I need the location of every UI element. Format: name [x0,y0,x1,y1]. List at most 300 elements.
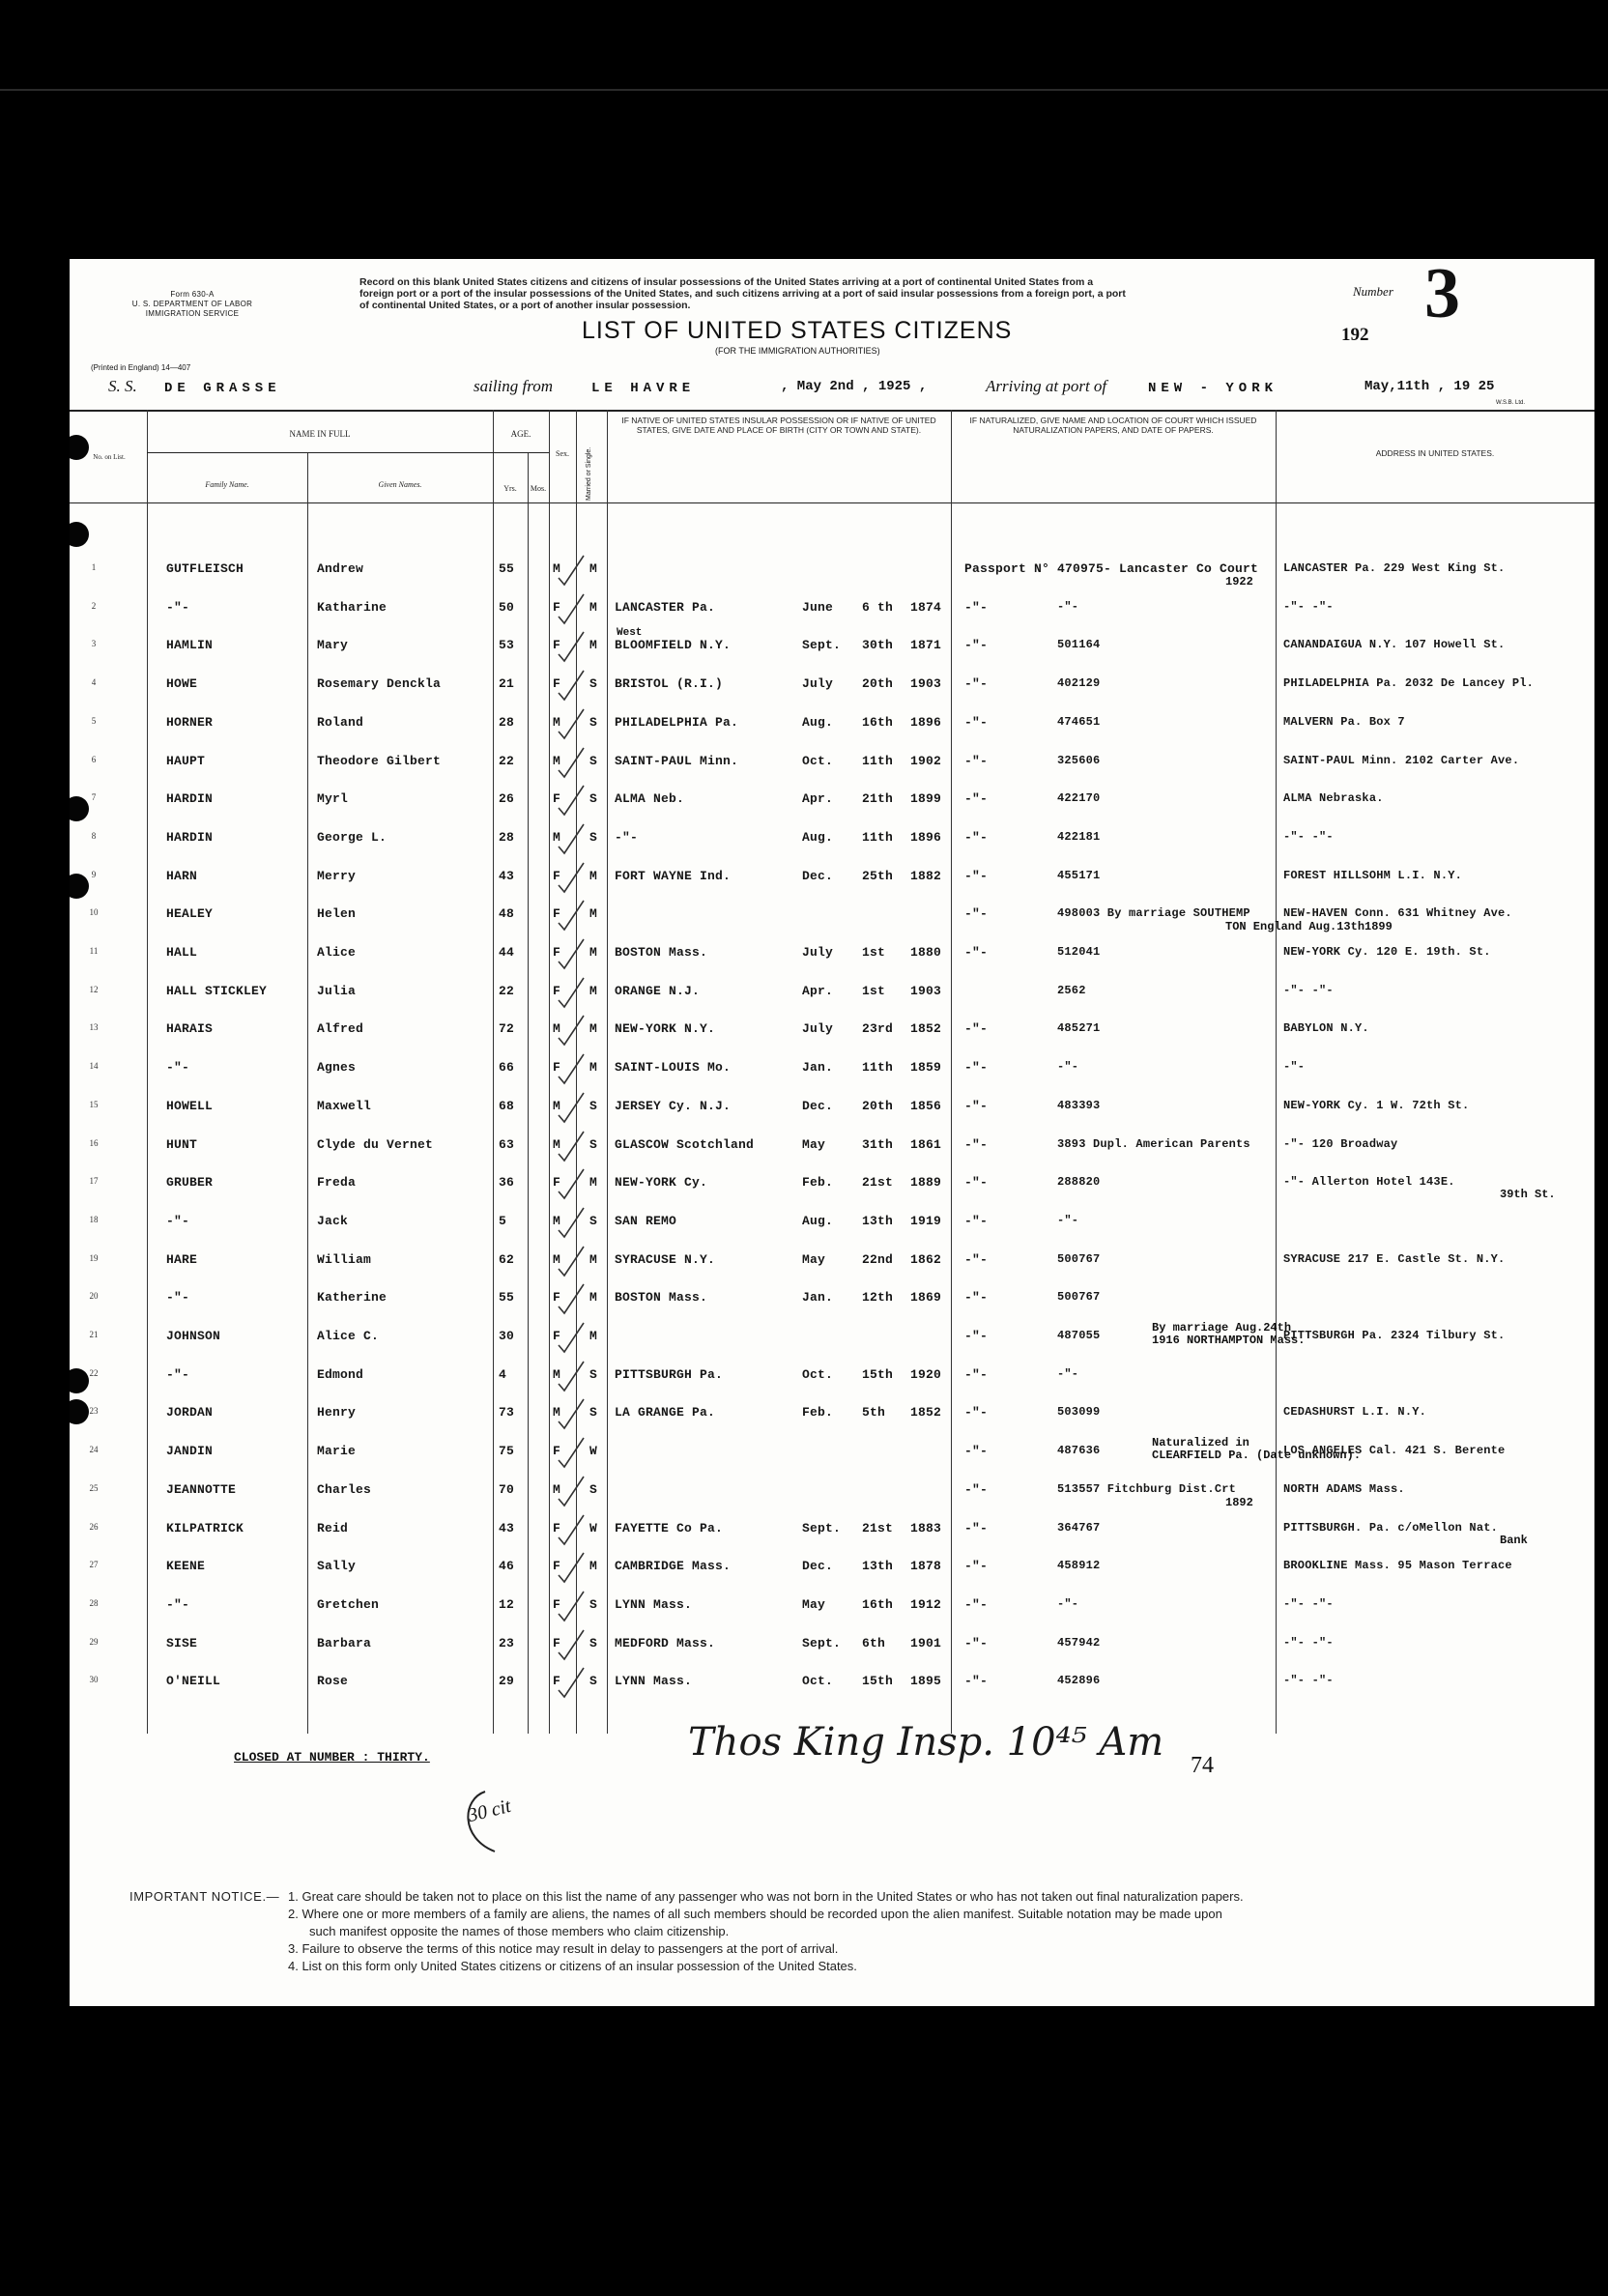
naturalization-detail: 422181 [1057,829,1101,844]
table-row [70,1009,1594,1048]
given-name: George L. [317,829,388,845]
year-prefix: 192 [1341,325,1369,345]
birth-month: May [802,1136,826,1152]
birth-year: 1895 [910,1674,942,1689]
birth-day: 1st [862,945,886,960]
birth-day: 21st [862,1520,894,1535]
family-name: HALL STICKLEY [166,983,268,998]
birth-year: 1901 [910,1635,942,1650]
us-address: BABYLON N.Y. [1283,1021,1369,1036]
scan-border-line [0,89,1608,91]
naturalization-ditto: -"- [964,1520,989,1535]
sailing-date: , May 2nd , 1925 , [781,379,928,394]
table-row [70,741,1594,780]
birth-place: BOSTON Mass. [615,945,708,960]
row-number: 17 [89,1176,99,1187]
table-row [70,1201,1594,1240]
naturalization-ditto: -"- [964,1674,989,1689]
birth-day: 6 th [862,599,894,615]
handwritten-bracket [456,1788,524,1855]
sex: F [553,1175,561,1191]
table-row [70,1048,1594,1086]
birth-place: GLASCOW Scotchland [615,1136,755,1152]
naturalization-detail: -"- [1057,1366,1079,1381]
marital-status: S [589,1366,598,1382]
family-name: GUTFLEISCH [166,561,244,576]
family-name: -"- [166,1060,190,1076]
age-years: 23 [499,1635,515,1650]
birth-place: SAINT-PAUL Minn. [615,753,739,768]
row-number: 14 [89,1061,99,1072]
naturalization-ditto: -"- [964,714,989,730]
age-years: 66 [499,1060,515,1076]
birth-year: 1856 [910,1098,942,1113]
sex: F [553,983,561,998]
birth-month: Feb. [802,1405,834,1421]
age-years: 43 [499,868,515,883]
given-name: Clyde du Vernet [317,1136,434,1152]
age-years: 43 [499,1520,515,1535]
family-name: HARAIS [166,1021,214,1037]
row-number: 26 [89,1521,99,1532]
marital-status: M [589,1290,598,1306]
birth-place: NEW-YORK N.Y. [615,1021,716,1037]
naturalization-detail: 487055 [1057,1329,1101,1342]
table-row [70,1240,1594,1278]
birth-place: SAN REMO [615,1213,677,1228]
naturalization-detail: -"- [1057,1060,1079,1075]
col-age-header: AGE. [510,429,531,439]
naturalization-ditto: Passport N° 470975- Lancaster Co Court [964,561,1259,576]
notice-item: 1. Great care should be taken not to place on this list the name of any passenger who was not born in the United States or who has not taken out final naturalization papers. [288,1889,1244,1904]
sex: M [553,1136,561,1152]
birth-place: JERSEY Cy. N.J. [615,1098,732,1113]
given-name: Katharine [317,599,388,615]
table-row [70,856,1594,895]
sex: F [553,1520,561,1535]
naturalization-ditto: -"- [964,1290,989,1306]
us-address: -"- -"- [1283,599,1334,614]
birth-year: 1896 [910,714,942,730]
given-name: Alfred [317,1021,364,1037]
family-name: SISE [166,1635,198,1650]
record-note-line: foreign port or a port of the insular possessions of the United States, and such citizens arriving at a port of said insular possessions from a foreign port, a port [359,288,1126,300]
birth-year: 1852 [910,1405,942,1421]
row-number: 30 [89,1675,99,1685]
naturalization-detail: 457942 [1057,1635,1101,1650]
age-years: 22 [499,753,515,768]
marital-status: S [589,1635,598,1650]
table-row [70,1546,1594,1585]
given-name: Myrl [317,791,349,807]
sex: M [553,1213,561,1228]
birth-month: Feb. [802,1175,834,1191]
row-number: 18 [89,1214,99,1224]
birth-place: LA GRANGE Pa. [615,1405,716,1421]
birth-month: May [802,1596,826,1612]
naturalization-detail: -"- [1057,1596,1079,1611]
sex: F [553,1674,561,1689]
naturalization-ditto: -"- [964,1213,989,1228]
naturalization-detail: 3893 Dupl. American Parents [1057,1136,1250,1151]
name-subheader-rule [147,452,549,453]
naturalization-note: 1916 NORTHAMPTON Mass. [1152,1334,1306,1347]
table-row [70,1086,1594,1125]
marital-status: M [589,599,598,615]
us-address: MALVERN Pa. Box 7 [1283,714,1405,729]
age-years: 46 [499,1559,515,1574]
naturalization-detail: 513557 Fitchburg Dist.Crt [1057,1481,1237,1496]
age-years: 70 [499,1481,515,1497]
birth-place: PHILADELPHIA Pa. [615,714,739,730]
table-row [70,1623,1594,1662]
col-number-header: No. on List. [93,453,126,461]
given-name: Barbara [317,1635,372,1650]
marital-status: M [589,1021,598,1037]
birth-day: 21st [862,1175,894,1191]
naturalization-ditto: -"- [964,791,989,807]
row-number: 22 [89,1367,99,1378]
sex: F [553,1060,561,1076]
list-number: 3 [1424,259,1460,333]
birth-month: Sept. [802,638,842,653]
marital-status: S [589,1098,598,1113]
naturalization-ditto: -"- [964,1559,989,1574]
naturalization-ditto: -"- [964,753,989,768]
birth-month: Sept. [802,1635,842,1650]
birth-month: May [802,1251,826,1267]
birth-month: Dec. [802,1559,834,1574]
us-address: SYRACUSE 217 E. Castle St. N.Y. [1283,1251,1506,1266]
marital-status: S [589,1213,598,1228]
table-row [70,933,1594,971]
birth-year: 1861 [910,1136,942,1152]
naturalization-detail: 458912 [1057,1559,1101,1573]
family-name: KILPATRICK [166,1520,244,1535]
form-number: Form 630-A [170,290,215,299]
row-number: 29 [89,1636,99,1647]
given-name: Alice [317,945,357,960]
sex: F [553,1635,561,1650]
col-name-header: NAME IN FULL [289,429,351,439]
ship-name: DE GRASSE [164,381,281,396]
birth-year: 1878 [910,1559,942,1574]
row-number: 19 [89,1252,99,1263]
birth-place: ALMA Neb. [615,791,685,807]
page-number: 74 [1191,1753,1214,1778]
marital-status: S [589,714,598,730]
birth-place: SYRACUSE N.Y. [615,1251,716,1267]
birth-month: Aug. [802,714,834,730]
us-address: FOREST HILLSOHM L.I. N.Y. [1283,868,1463,882]
department: U. S. DEPARTMENT OF LABOR [131,300,253,308]
family-name: JOHNSON [166,1329,221,1343]
row-number: 28 [89,1597,99,1608]
family-name: -"- [166,1213,190,1228]
birth-year: 1862 [910,1251,942,1267]
birth-place: LYNN Mass. [615,1674,693,1689]
age-years: 75 [499,1444,515,1459]
age-years: 72 [499,1021,515,1037]
table-row [70,779,1594,818]
birth-place: -"- [615,829,639,845]
table-row [70,1508,1594,1547]
handwritten-count: 30 cit [465,1794,513,1827]
table-row [70,818,1594,856]
age-years: 63 [499,1136,515,1152]
naturalization-detail: 364767 [1057,1520,1101,1535]
age-years: 12 [499,1596,515,1612]
age-years: 5 [499,1213,507,1228]
col-address-header: ADDRESS IN UNITED STATES. [1375,448,1495,458]
sex: F [553,906,561,922]
sex: M [553,714,561,730]
naturalization-detail: 501164 [1057,638,1101,652]
age-years: 36 [499,1175,515,1191]
marital-status: M [589,906,598,922]
birth-month: July [802,676,834,692]
sex: M [553,1405,561,1421]
given-name: Jack [317,1213,349,1228]
sex: M [553,1481,561,1497]
naturalization-year: 1892 [1225,1495,1253,1509]
sex: M [553,1098,561,1113]
row-number: 16 [89,1137,99,1148]
marital-status: W [589,1444,598,1459]
family-name: -"- [166,1366,190,1382]
birth-month: Oct. [802,753,834,768]
naturalization-detail: 498003 By marriage SOUTHEMP [1057,906,1250,921]
us-address: CEDASHURST L.I. N.Y. [1283,1405,1427,1420]
family-name: -"- [166,599,190,615]
birth-place: ORANGE N.J. [615,983,701,998]
naturalization-ditto: -"- [964,1060,989,1076]
form-identifier [120,290,265,319]
row-number: 3 [91,639,97,649]
naturalization-detail: 452896 [1057,1674,1101,1688]
notice-item: such manifest opposite the names of those members who claim citizenship. [309,1924,730,1938]
table-row [70,1470,1594,1508]
table-header-rule [70,502,1594,503]
us-address: NEW-YORK Cy. 1 W. 72th St. [1283,1098,1470,1112]
marital-status: M [589,1329,598,1343]
given-name: Alice C. [317,1329,380,1343]
row-number: 24 [89,1445,99,1455]
printed-note: (Printed in England) 14—407 [91,363,191,372]
col-married-header: Married or Single. [586,446,592,501]
marital-status: S [589,829,598,845]
naturalization-year: TON England Aug.13th1899 [1225,920,1393,934]
table-row [70,1661,1594,1700]
us-address: PITTSBURGH. Pa. c/oMellon Nat. [1283,1520,1499,1535]
us-address: -"- -"- [1283,1596,1334,1611]
row-number: 7 [91,792,97,803]
given-name: Henry [317,1405,357,1421]
us-address: LANCASTER Pa. 229 West King St. [1283,561,1506,575]
birth-year: 1912 [910,1596,942,1612]
birth-place: MEDFORD Mass. [615,1635,716,1650]
row-number: 21 [89,1330,99,1339]
table-row [70,894,1594,933]
given-name: Theodore Gilbert [317,753,442,768]
family-name: HARN [166,868,198,883]
naturalization-ditto: -"- [964,1596,989,1612]
naturalization-ditto: -"- [964,1136,989,1152]
birth-day: 13th [862,1213,894,1228]
naturalization-ditto: -"- [964,1481,989,1497]
col-family-name-header: Family Name. [205,480,249,489]
departure-port: LE HAVRE [591,381,696,396]
naturalization-ditto: -"- [964,1329,989,1343]
table-row [70,588,1594,626]
birth-place: SAINT-LOUIS Mo. [615,1060,732,1076]
marital-status: S [589,1674,598,1689]
record-note-line: of continental United States, or a port of another insular possession. [359,300,691,311]
us-address: -"- -"- [1283,829,1334,844]
ss-label: S. S. [108,377,137,395]
birth-year: 1889 [910,1175,942,1191]
us-address-continued: 39th St. [1500,1188,1556,1202]
naturalization-ditto: -"- [964,599,989,615]
naturalization-ditto: -"- [964,1021,989,1037]
page-title: LIST OF UNITED STATES CITIZENS [582,317,1013,344]
naturalization-note: Naturalized in [1152,1436,1249,1450]
birth-day: 11th [862,753,894,768]
birth-day: 1st [862,983,886,998]
birth-year: 1869 [910,1290,942,1306]
table-row [70,1355,1594,1393]
sex: F [553,1596,561,1612]
sex: F [553,1290,561,1306]
row-number: 2 [91,600,97,611]
family-name: -"- [166,1290,190,1306]
table-row [70,971,1594,1010]
notice-item: 2. Where one or more members of a family are aliens, the names of all such members should be recorded upon the alien manifest. Suitable notation may be made upon [288,1907,1222,1921]
marital-status: M [589,1251,598,1267]
naturalization-detail: -"- [1057,599,1079,614]
given-name: Roland [317,714,364,730]
col-months-header: Mos. [530,484,547,493]
family-name: HORNER [166,714,214,730]
marital-status: S [589,676,598,692]
col-sex-header: Sex. [556,449,569,458]
birth-day: 31th [862,1136,894,1152]
given-name: Edmond [317,1366,364,1382]
notice-item: 3. Failure to observe the terms of this notice may result in delay to passengers at the port of arrival. [288,1941,839,1956]
record-instructions [359,276,1326,311]
sex: F [553,1444,561,1459]
us-address: NEW-HAVEN Conn. 631 Whitney Ave. [1283,906,1512,921]
family-name: JEANNOTTE [166,1481,237,1497]
naturalization-ditto: -"- [964,906,989,922]
naturalization-detail: 325606 [1057,753,1101,767]
birth-day: 12th [862,1290,894,1306]
table-row [70,1125,1594,1163]
birth-year: 1883 [910,1520,942,1535]
birth-year: 1903 [910,676,942,692]
family-name: HALL [166,945,198,960]
birth-day: 6th [862,1635,886,1650]
marital-status: M [589,1175,598,1191]
birth-day: 22nd [862,1251,894,1267]
marital-status: M [589,561,598,576]
record-note-line: Record on this blank United States citizens and citizens of insular possessions of the United States arriving at a port of continental United States from a [359,276,1094,288]
marital-status: S [589,1481,598,1497]
given-name: Rosemary Denckla [317,676,442,692]
row-number: 8 [91,830,97,841]
birth-day: 16th [862,714,894,730]
row-number: 12 [89,984,99,994]
marital-status: M [589,1060,598,1076]
row-number: 10 [89,907,99,918]
given-name: Katherine [317,1290,388,1306]
us-address: PHILADELPHIA Pa. 2032 De Lancey Pl. [1283,676,1535,691]
given-name: Rose [317,1674,349,1689]
given-name: Gretchen [317,1596,380,1612]
table-row [70,1431,1594,1470]
given-name: Andrew [317,561,364,576]
age-years: 29 [499,1674,515,1689]
us-address: -"- -"- [1283,983,1334,997]
birth-year: 1920 [910,1366,942,1382]
naturalization-detail: -"- [1057,1213,1079,1227]
birth-place: NEW-YORK Cy. [615,1175,708,1191]
age-years: 26 [499,791,515,807]
birth-place: PITTSBURGH Pa. [615,1366,724,1382]
birth-month: Apr. [802,791,834,807]
binder-hole [70,522,89,547]
col-years-header: Yrs. [503,484,517,493]
naturalization-ditto: -"- [964,868,989,883]
given-name: Sally [317,1559,357,1574]
marital-status: S [589,753,598,768]
birth-day: 11th [862,1060,894,1076]
birth-day: 20th [862,676,894,692]
naturalization-note: CLEARFIELD Pa. (Date unknown). [1152,1449,1362,1463]
age-years: 53 [499,638,515,653]
us-address: PITTSBURGH Pa. 2324 Tilbury St. [1283,1329,1506,1342]
arrival-date: May,11th , 19 25 [1364,379,1495,394]
number-label: Number [1353,284,1393,299]
birth-month: Sept. [802,1520,842,1535]
naturalization-detail: 422170 [1057,791,1101,806]
naturalization-year: 1922 [1225,575,1253,588]
birth-year: 1880 [910,945,942,960]
given-name: Freda [317,1175,357,1191]
arrival-port: NEW - YORK [1148,381,1278,396]
birth-year: 1852 [910,1021,942,1037]
marital-status: S [589,1405,598,1421]
birth-day: 20th [862,1098,894,1113]
birth-place-prefix: West [617,627,643,640]
birth-month: Oct. [802,1674,834,1689]
marital-status: S [589,1596,598,1612]
service: IMMIGRATION SERVICE [145,309,240,318]
birth-month: June [802,599,834,615]
row-number: 1 [91,562,97,572]
table-row [70,1316,1594,1355]
row-number: 13 [89,1022,99,1033]
table-row [70,664,1594,703]
given-name: Charles [317,1481,372,1497]
naturalization-ditto: -"- [964,945,989,960]
birth-place: FAYETTE Co Pa. [615,1520,724,1535]
birth-year: 1902 [910,753,942,768]
us-address: BROOKLINE Mass. 95 Mason Terrace [1283,1559,1512,1573]
notice-item: 4. List on this form only United States citizens or citizens of an insular possession of the United States. [288,1959,857,1973]
sex: M [553,561,561,576]
birth-month: July [802,1021,834,1037]
